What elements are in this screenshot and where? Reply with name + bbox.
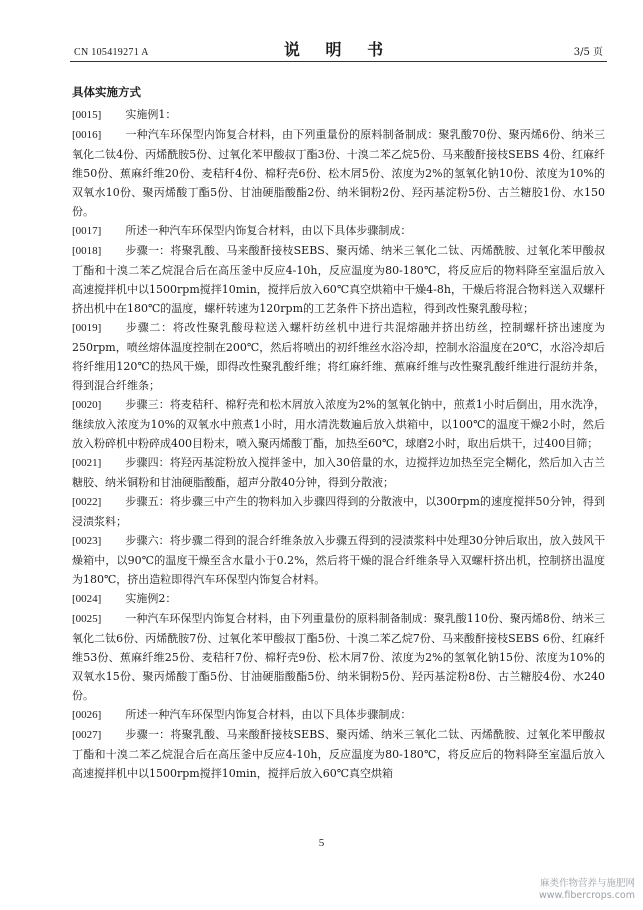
document-title: 说 明 书 bbox=[283, 40, 394, 59]
paragraph-number: [0024] bbox=[72, 593, 102, 605]
paragraph-0026 bbox=[72, 705, 605, 725]
paragraph-number: [0021] bbox=[72, 457, 102, 469]
paragraph-text: 实施例2： bbox=[125, 592, 177, 605]
paragraph-0025 bbox=[72, 609, 605, 705]
paragraph-0021 bbox=[72, 453, 605, 492]
paragraph-text: 步骤二：将改性聚乳酸母粒送入螺杆纺丝机中进行共混熔融并挤出纺丝，控制螺杆挤出速度为250rpm，喷丝熔体温度控制在200℃，然后将喷出的初纤维丝水浴冷却，控制水浴温度在20℃，水浴冷却后将纤维用120℃的热风干燥，即得改性聚乳酸纤维；将红麻纤维、蕉麻纤维与改性聚乳酸纤维进行混纺并条，得到混合纤维条； bbox=[72, 321, 605, 392]
paragraph-text: 步骤三：将麦秸秆、棉籽壳和松木屑放入浓度为2%的氢氧化钠中，煎煮1小时后倒出，用水洗净，继续放入浓度为10%的双氧水中煎煮1小时，用水清洗数遍后放入烘箱中，以100℃的温度干燥2小时，然后放入粉碎机中粉碎成400目粉末，喷入聚丙烯酸丁酯，加热至60℃，球磨2小时，取出后烘干，过400目筛； bbox=[72, 398, 605, 450]
page-header bbox=[74, 38, 603, 60]
paragraph-text: 所述一种汽车环保型内饰复合材料，由以下具体步骤制成： bbox=[125, 224, 412, 237]
paragraph-number: [0025] bbox=[72, 613, 102, 625]
paragraph-text: 步骤六：将步骤二得到的混合纤维条放入步骤五得到的浸渍浆料中处理30分钟后取出，放入鼓风干燥箱中，以90℃的温度干燥至含水量小于0.2%，然后将干燥的混合纤维条导入双螺杆挤出机，控制挤出温度为180℃，挤出造粒即得汽车环保型内饰复合材料。 bbox=[72, 534, 605, 586]
paragraph-number: [0015] bbox=[72, 109, 102, 121]
page-number: 5 bbox=[318, 837, 325, 849]
paragraph-0015 bbox=[72, 105, 605, 125]
patent-number: CN 105419271 A bbox=[74, 47, 149, 58]
paragraph-number: [0027] bbox=[72, 729, 102, 741]
paragraph-0023 bbox=[72, 531, 605, 589]
paragraph-text: 步骤四：将羟丙基淀粉放入搅拌釜中，加入30倍量的水，边搅拌边加热至完全糊化，然后加入古兰糖胶、纳米铜粉和甘油硬脂酸酯，超声分散40分钟，得到分散液； bbox=[72, 456, 605, 489]
watermark-url: www.fibercrops.com bbox=[538, 890, 635, 901]
paragraph-number: [0020] bbox=[72, 399, 102, 411]
section-title: 具体实施方式 bbox=[72, 85, 141, 99]
paragraph-0027 bbox=[72, 725, 605, 783]
header-divider bbox=[70, 61, 607, 62]
paragraph-text: 一种汽车环保型内饰复合材料，由下列重量份的原料制备制成：聚乳酸70份、聚丙烯6份、纳米三氧化二钛4份、丙烯酰胺5份、过氧化苯甲酸叔丁酯3份、十溴二苯乙烷5份、马来酸酐接枝SEBS 4份、红麻纤维50份、蕉麻纤维20份、麦秸秆4份、棉籽壳6份、松木屑5份、浓度为2%的氢氧化钠10份、浓度为10%的双氧水10份、聚丙烯酸丁酯5份、甘油硬脂酸酯2份、纳米铜粉2份、羟丙基淀粉5份、古兰糖胶1份、水150份。 bbox=[72, 128, 605, 218]
paragraph-number: [0022] bbox=[72, 496, 102, 508]
paragraph-number: [0016] bbox=[72, 129, 102, 141]
paragraph-0016 bbox=[72, 125, 605, 221]
paragraph-0017 bbox=[72, 221, 605, 241]
paragraph-number: [0023] bbox=[72, 535, 102, 547]
paragraph-0020 bbox=[72, 395, 605, 453]
page-reference: 3/5 页 bbox=[573, 47, 603, 58]
watermark-site-name: 麻类作物营养与施肥网 bbox=[539, 878, 635, 889]
paragraph-0019 bbox=[72, 318, 605, 395]
paragraph-0024 bbox=[72, 589, 605, 609]
paragraph-text: 步骤五：将步骤三中产生的物料加入步骤四得到的分散液中，以300rpm的速度搅拌50分钟，得到浸渍浆料； bbox=[72, 495, 605, 528]
paragraph-0018 bbox=[72, 241, 605, 318]
paragraph-number: [0026] bbox=[72, 709, 102, 721]
paragraph-number: [0018] bbox=[72, 245, 102, 257]
paragraph-text: 一种汽车环保型内饰复合材料，由下列重量份的原料制备制成：聚乳酸110份、聚丙烯8份、纳米三氧化二钛6份、丙烯酰胺7份、过氧化苯甲酸叔丁酯5份、十溴二苯乙烷7份、马来酸酐接枝SEBS 6份、红麻纤维53份、蕉麻纤维25份、麦秸秆7份、棉籽壳9份、松木屑7份、浓度为2%的氢氧化钠15份、浓度为10%的双氧水15份、聚丙烯酸丁酯5份、甘油硬脂酸酯5份、纳米铜粉5份、羟丙基淀粉8份、古兰糖胶4份、水240份。 bbox=[72, 612, 605, 702]
document-body bbox=[72, 83, 605, 783]
site-watermark bbox=[539, 878, 635, 902]
paragraph-number: [0019] bbox=[72, 322, 102, 334]
paragraph-text: 步骤一：将聚乳酸、马来酸酐接枝SEBS、聚丙烯、纳米三氧化二钛、丙烯酰胺、过氧化苯甲酸叔丁酯和十溴二苯乙烷混合后在高压釜中反应4-10h，反应温度为80-180℃，将反应后的物料降至室温后放入高速搅拌机中以1500rpm搅拌10min，搅拌后放入60℃真空烘箱 bbox=[72, 728, 605, 780]
paragraph-number: [0017] bbox=[72, 225, 102, 237]
paragraph-text: 所述一种汽车环保型内饰复合材料，由以下具体步骤制成： bbox=[125, 708, 412, 721]
paragraph-text: 实施例1： bbox=[125, 108, 177, 121]
paragraph-0022 bbox=[72, 492, 605, 531]
paragraph-text: 步骤一：将聚乳酸、马来酸酐接枝SEBS、聚丙烯、纳米三氧化二钛、丙烯酰胺、过氧化苯甲酸叔丁酯和十溴二苯乙烷混合后在高压釜中反应4-10h，反应温度为80-180℃，将反应后的物料降至室温后放入高速搅拌机中以1500rpm搅拌10min，搅拌后放入60℃真空烘箱中干燥4-8h，干燥后将混合物料送入双螺杆挤出机中在180℃的温度，螺杆转速为120rpm的工艺条件下挤出造粒，得到改性聚乳酸母粒； bbox=[72, 244, 605, 315]
